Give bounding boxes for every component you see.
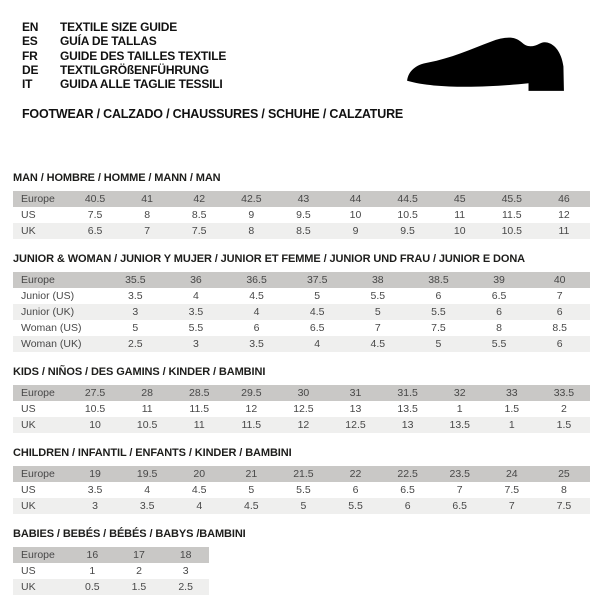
size-row [13, 417, 590, 433]
row-label: Europe [21, 193, 55, 206]
size-value: 5 [314, 290, 321, 303]
size-row [13, 579, 209, 595]
size-table-section [13, 366, 590, 433]
size-value: 11 [193, 419, 205, 432]
size-value: 7.5 [87, 209, 103, 222]
row-label: Europe [21, 468, 55, 481]
size-value: 3.5 [188, 306, 204, 319]
size-value: 4.5 [249, 290, 264, 303]
language-code: DE [22, 62, 39, 77]
size-row [13, 223, 590, 239]
size-value: 7 [374, 322, 381, 335]
size-value: 43 [297, 193, 310, 206]
row-label: US [21, 484, 36, 497]
size-value: 23.5 [449, 468, 470, 481]
size-value: 3 [132, 306, 139, 319]
row-label: UK [21, 581, 36, 594]
language-title: TEXTILE SIZE GUIDE [60, 20, 178, 34]
size-value: 5.5 [296, 484, 311, 497]
size-value: 3 [92, 500, 98, 513]
size-row [13, 498, 590, 514]
size-value: 7 [508, 500, 515, 513]
size-tables [13, 172, 590, 595]
size-value: 10 [89, 419, 101, 432]
size-header-row [13, 547, 209, 563]
size-value: 4 [314, 338, 321, 351]
size-value: 5 [374, 306, 381, 319]
size-value: 7 [144, 225, 151, 238]
size-value: 1 [456, 403, 463, 416]
language-title: TEXTILGRÖßENFÜHRUNG [60, 62, 209, 77]
size-value: 33.5 [553, 387, 575, 400]
language-title: GUIDA ALLE TAGLIE TESSILI [60, 77, 223, 92]
size-value: 38.5 [428, 274, 449, 287]
size-table [13, 547, 209, 595]
size-value: 45.5 [501, 193, 523, 206]
size-value: 45 [453, 193, 466, 206]
size-row [13, 304, 590, 320]
size-value: 6 [253, 322, 260, 335]
row-label: UK [21, 225, 36, 238]
size-value: 9.5 [400, 225, 415, 238]
size-value: 5.5 [491, 338, 507, 351]
size-value: 4.5 [191, 484, 207, 497]
size-value: 4 [253, 306, 260, 319]
size-value: 3 [193, 338, 199, 351]
size-value: 5.5 [431, 306, 446, 319]
size-value: 4.5 [244, 500, 259, 513]
row-label: US [21, 565, 36, 578]
size-value: 3.5 [128, 290, 143, 303]
size-value: 6 [435, 290, 442, 303]
size-value: 6.5 [491, 290, 507, 303]
size-value: 2 [136, 565, 142, 578]
size-value: 18 [179, 549, 192, 562]
size-value: 9.5 [296, 209, 311, 222]
size-value: 6 [496, 306, 502, 319]
size-value: 42.5 [241, 193, 262, 206]
size-value: 20 [193, 468, 206, 481]
size-row [13, 288, 590, 304]
size-value: 7.5 [556, 500, 572, 513]
size-value: 5.5 [348, 500, 363, 513]
language-code: ES [22, 34, 38, 49]
size-value: 32 [453, 387, 466, 400]
size-value: 6 [352, 484, 359, 497]
language-code: IT [22, 77, 33, 92]
size-value: 12.5 [293, 403, 314, 416]
size-value: 1.5 [131, 581, 147, 594]
size-table-section [13, 528, 590, 595]
size-value: 11.5 [501, 209, 522, 222]
size-value: 33 [505, 387, 518, 400]
size-value: 4.5 [309, 306, 325, 319]
section-title: BABIES / BEBÉS / BÉBÉS / BABYS /BAMBINI [13, 528, 246, 541]
size-value: 9 [352, 225, 359, 238]
language-title: GUIDE DES TAILLES TEXTILE [60, 48, 227, 63]
size-value: 2 [561, 403, 567, 416]
size-value: 8 [561, 484, 567, 497]
size-value: 21.5 [293, 468, 314, 481]
row-label: Junior (UK) [21, 306, 75, 319]
size-value: 2.5 [178, 581, 193, 594]
shoe-icon [398, 33, 570, 99]
size-value: 11.5 [241, 419, 262, 432]
row-label: Europe [21, 274, 55, 287]
size-value: 8.5 [191, 209, 207, 222]
row-label: US [21, 209, 36, 222]
size-value: 7 [456, 484, 463, 497]
row-label: UK [21, 419, 36, 432]
size-value: 36.5 [246, 274, 267, 287]
size-row [13, 207, 590, 223]
size-value: 9 [248, 209, 255, 222]
size-value: 40.5 [84, 193, 106, 206]
size-value: 36 [190, 274, 202, 287]
size-value: 17 [133, 549, 145, 562]
section-title: KIDS / NIÑOS / DES GAMINS / KINDER / BAMBINI [13, 366, 266, 379]
size-value: 27.5 [84, 387, 106, 400]
size-header-row [13, 385, 590, 401]
size-value: 10.5 [84, 403, 106, 416]
size-value: 19 [89, 468, 101, 481]
size-value: 5 [435, 338, 442, 351]
size-value: 1 [508, 419, 515, 432]
size-table-section [13, 172, 590, 239]
size-value: 12 [297, 419, 310, 432]
size-value: 7.5 [431, 322, 446, 335]
language-code: EN [22, 20, 39, 34]
size-value: 5 [132, 322, 139, 335]
size-table-section [13, 447, 590, 514]
row-label: US [21, 403, 36, 416]
size-value: 10 [349, 209, 362, 222]
size-row [13, 320, 590, 336]
size-value: 3 [182, 565, 189, 578]
size-value: 4.5 [370, 338, 386, 351]
size-value: 31.5 [397, 387, 418, 400]
size-value: 40 [553, 274, 566, 287]
size-value: 13 [401, 419, 414, 432]
size-row [13, 563, 209, 579]
size-value: 13 [349, 403, 362, 416]
size-value: 11 [558, 225, 570, 238]
section-title: JUNIOR & WOMAN / JUNIOR Y MUJER / JUNIOR ET FEMME / JUNIOR UND FRAU / JUNIOR E DONA [13, 253, 526, 266]
size-value: 46 [558, 193, 570, 206]
size-value: 1 [89, 565, 96, 578]
size-value: 12.5 [345, 419, 366, 432]
size-value: 10.5 [501, 225, 523, 238]
size-value: 42 [193, 193, 206, 206]
size-value: 6.5 [452, 500, 467, 513]
row-label: UK [21, 500, 36, 513]
size-value: 5 [300, 500, 307, 513]
size-value: 13.5 [449, 419, 470, 432]
row-label: Junior (US) [21, 290, 75, 303]
size-row [13, 401, 590, 417]
size-value: 5.5 [188, 322, 204, 335]
size-value: 4 [193, 290, 199, 303]
size-value: 19.5 [136, 468, 158, 481]
language-title: GUÍA DE TALLAS [60, 34, 157, 49]
size-value: 8.5 [552, 322, 567, 335]
size-value: 21 [245, 468, 258, 481]
size-value: 1.5 [504, 403, 520, 416]
size-value: 1.5 [556, 419, 572, 432]
size-value: 39 [493, 274, 505, 287]
size-value: 5 [248, 484, 255, 497]
size-table [13, 272, 590, 352]
size-value: 30 [297, 387, 310, 400]
size-value: 28.5 [189, 387, 210, 400]
size-header-row [13, 272, 590, 288]
size-value: 28 [141, 387, 153, 400]
size-value: 7.5 [191, 225, 207, 238]
size-value: 0.5 [85, 581, 100, 594]
size-value: 3.5 [249, 338, 264, 351]
size-value: 8 [496, 322, 502, 335]
size-value: 10.5 [136, 419, 158, 432]
size-value: 22 [349, 468, 362, 481]
section-title: MAN / HOMBRE / HOMME / MANN / MAN [13, 172, 221, 185]
row-label: Woman (UK) [21, 338, 82, 351]
size-value: 8 [144, 209, 151, 222]
row-label: Europe [21, 549, 55, 562]
size-value: 2.5 [128, 338, 143, 351]
row-label: Europe [21, 387, 55, 400]
size-table [13, 191, 590, 239]
size-value: 7 [556, 290, 563, 303]
size-value: 11.5 [189, 403, 210, 416]
size-value: 6.5 [400, 484, 415, 497]
size-value: 38 [371, 274, 384, 287]
size-value: 37.5 [306, 274, 328, 287]
size-row [13, 482, 590, 498]
size-row [13, 336, 590, 352]
size-value: 12 [558, 209, 570, 222]
size-value: 10.5 [397, 209, 418, 222]
size-value: 31 [349, 387, 362, 400]
size-value: 4 [196, 500, 203, 513]
size-value: 6.5 [309, 322, 325, 335]
section-title: CHILDREN / INFANTIL / ENFANTS / KINDER / BAMBINI [13, 447, 292, 460]
size-value: 11 [454, 209, 466, 222]
size-value: 13.5 [397, 403, 418, 416]
size-value: 6 [556, 338, 563, 351]
size-value: 4 [144, 484, 151, 497]
size-value: 35.5 [125, 274, 146, 287]
size-header-row [13, 466, 590, 482]
size-value: 44.5 [397, 193, 418, 206]
size-header-row [13, 191, 590, 207]
size-value: 11 [141, 403, 153, 416]
size-value: 10 [453, 225, 466, 238]
size-value: 41 [141, 193, 153, 206]
size-value: 29.5 [241, 387, 262, 400]
row-label: Woman (US) [21, 322, 82, 335]
size-value: 6.5 [87, 225, 103, 238]
size-table [13, 385, 590, 433]
size-value: 6 [556, 306, 563, 319]
size-value: 8 [248, 225, 255, 238]
size-value: 24 [505, 468, 518, 481]
size-value: 5.5 [370, 290, 386, 303]
size-value: 8.5 [296, 225, 311, 238]
size-value: 12 [245, 403, 258, 416]
size-value: 16 [86, 549, 99, 562]
size-value: 44 [349, 193, 362, 206]
size-value: 3.5 [139, 500, 155, 513]
size-table [13, 466, 590, 514]
size-value: 6 [404, 500, 411, 513]
size-value: 7.5 [504, 484, 520, 497]
category-title: FOOTWEAR / CALZADO / CHAUSSURES / SCHUHE / CALZATURE [22, 107, 404, 122]
size-value: 25 [558, 468, 570, 481]
size-value: 3.5 [87, 484, 103, 497]
size-table-section [13, 253, 590, 352]
size-value: 22.5 [397, 468, 418, 481]
language-code: FR [22, 48, 38, 63]
